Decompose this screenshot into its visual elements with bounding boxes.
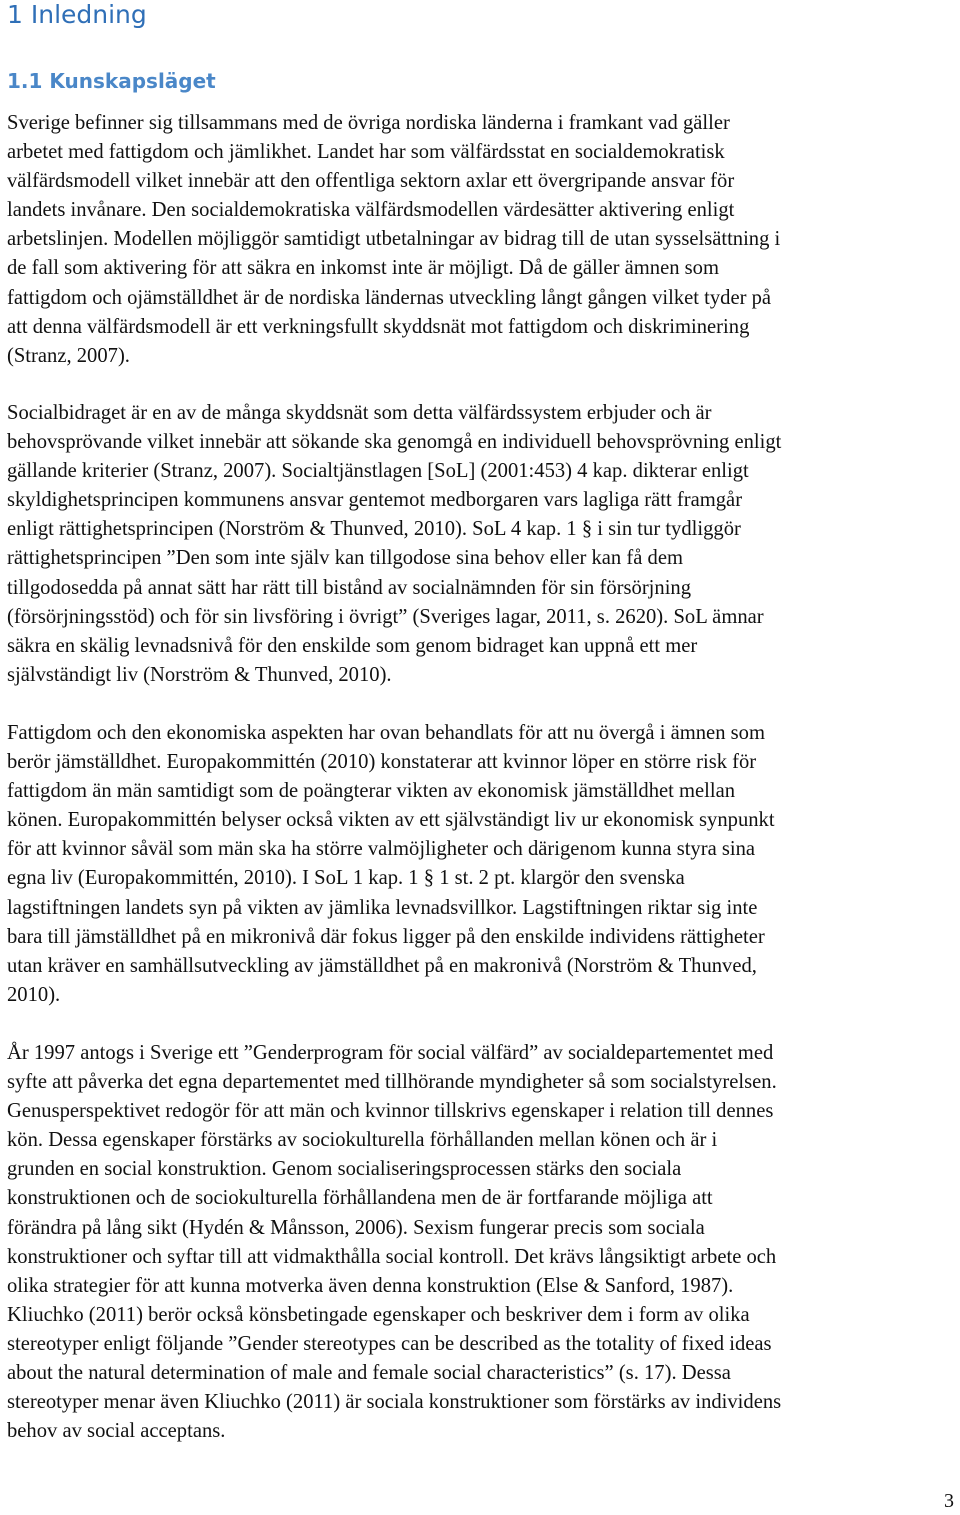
text-line: Socialbidraget är en av de många skyddsnät som detta välfärdssystem erbjuder och är xyxy=(7,402,712,424)
paragraph-1 xyxy=(7,109,780,371)
text-line: egna liv (Europakommittén, 2010). I SoL 1 kap. 1 § 1 st. 2 pt. klargör den svenska xyxy=(7,867,685,890)
text-line: syfte att påverka det egna departementet med tillhörande myndigheter så som socialstyrelsen. xyxy=(7,1071,777,1094)
paragraph-2 xyxy=(7,399,781,690)
text-line: berör jämställdhet. Europakommittén (2010) konstaterar att kvinnor löper en större risk för xyxy=(7,751,757,774)
text-line: kön. Dessa egenskaper förstärks av sociokulturella förhållanden mellan könen och är i xyxy=(7,1129,718,1152)
text-line: enligt rättighetsprincipen (Norström & Thunved, 2010). SoL 4 kap. 1 § i sin tur tydliggör xyxy=(7,518,741,541)
text-line: stereotyper menar även Kliuchko (2011) är sociala konstruktioner som förstärks av individens xyxy=(7,1391,782,1414)
text-line: rättighetsprincipen ”Den som inte själv kan tillgodose sina behov eller kan få dem xyxy=(7,547,683,570)
text-line: landets invånare. Den socialdemokratiska välfärdsmodellen värdesätter aktivering enligt xyxy=(7,199,735,222)
text-line: Kliuchko (2011) berör också könsbetingade egenskaper och beskriver dem i form av olika xyxy=(7,1303,750,1326)
text-line: (Stranz, 2007). xyxy=(7,344,130,367)
text-line: förändra på lång sikt (Hydén & Månsson, 2006). Sexism fungerar precis som sociala xyxy=(7,1216,705,1239)
paragraph-3 xyxy=(7,719,775,1010)
text-line: självständigt liv (Norström & Thunved, 2010). xyxy=(7,663,392,686)
paragraph-4 xyxy=(7,1039,781,1446)
text-line: välfärdsmodell vilket innebär att den offentliga sektorn axlar ett övergripande ansvar för xyxy=(7,170,735,193)
page-number: 3 xyxy=(944,1490,954,1512)
text-line: tillgodosedda på annat sätt har rätt till bistånd av socialnämnden för sin försörjning xyxy=(7,576,692,599)
text-line: olika strategier för att kunna motverka även denna konstruktion (Else & Sanford, 1987). xyxy=(7,1274,734,1297)
text-line: gällande kriterier (Stranz, 2007). Socialtjänstlagen [SoL] (2001:453) 4 kap. dikterar enligt xyxy=(7,460,749,483)
text-line: Sverige befinner sig tillsammans med de övriga nordiska länderna i framkant vad gäller xyxy=(7,112,730,134)
text-line: about the natural determination of male and female social characteristics” (s. 17). Dessa xyxy=(7,1362,731,1385)
text-line: År 1997 antogs i Sverige ett ”Genderprogram för social välfärd” av socialdepartementet med xyxy=(7,1042,774,1064)
text-line: grunden en social konstruktion. Genom socialiseringsprocessen stärks den sociala xyxy=(7,1158,682,1181)
heading-kunskapslaget: 1.1 Kunskapsläget xyxy=(7,69,216,93)
text-line: säkra en skälig levnadsnivå för den enskilde som genom bidraget kan uppnå ett mer xyxy=(7,634,698,657)
text-line: 2010). xyxy=(7,983,61,1006)
text-line: behov av social acceptans. xyxy=(7,1420,226,1443)
text-line: könen. Europakommittén belyser också vikten av ett självständigt liv ur ekonomisk synpunkt xyxy=(7,809,775,832)
heading-inledning: 1 Inledning xyxy=(7,0,147,29)
text-line: Fattigdom och den ekonomiska aspekten har ovan behandlats för att nu övergå i ämnen som xyxy=(7,722,765,744)
text-line: lagstiftningen landets syn på vikten av jämlika levnadsvillkor. Lagstiftningen riktar sig inte xyxy=(7,896,758,919)
text-line: Genusperspektivet redogör för att män och kvinnor tillskrivs egenskaper i relation till dennes xyxy=(7,1100,774,1123)
text-line: att denna välfärdsmodell är ett verkningsfullt skyddsnät mot fattigdom och diskriminering xyxy=(7,315,750,338)
text-line: stereotyper enligt följande ”Gender stereotypes can be described as the totality of fixed ideas xyxy=(7,1332,772,1355)
text-line: behovsprövande vilket innebär att sökande ska genomgå en individuell behovsprövning enligt xyxy=(7,431,782,454)
text-line: (försörjningsstöd) och för sin livsföring i övrigt” (Sveriges lagar, 2011, s. 2620). SoL ämnar xyxy=(7,605,764,628)
text-line: fattigdom och ojämställdhet är de nordiska ländernas utveckling långt gången vilket tyder på xyxy=(7,286,772,309)
text-line: arbetet med fattigdom och jämlikhet. Landet har som välfärdsstat en socialdemokratisk xyxy=(7,141,725,164)
text-line: de fall som aktivering för att säkra en inkomst inte är möjligt. Då de gäller ämnen som xyxy=(7,257,720,280)
text-line: skyldighetsprincipen kommunens ansvar gentemot medborgaren vars lagliga rätt framgår xyxy=(7,489,743,512)
text-line: konstruktioner och syftar till att vidmakthålla social kontroll. Det krävs långsiktigt arbete och xyxy=(7,1245,777,1268)
text-line: arbetslinjen. Modellen möjliggör samtidigt utbetalningar av bidrag till de utan sysselsättning i xyxy=(7,228,781,251)
text-line: utan kräver en samhällsutveckling av jämställdhet på en makronivå (Norström & Thunved, xyxy=(7,954,757,977)
text-line: fattigdom än män samtidigt som de poängterar vikten av ekonomisk jämställdhet mellan xyxy=(7,780,736,803)
text-line: bara till jämställdhet på en mikronivå där fokus ligger på den enskilde individens rättigheter xyxy=(7,925,765,948)
text-line: för att kvinnor såväl som män ska ha större valmöjligheter och därigenom kunna styra sina xyxy=(7,838,756,861)
text-line: konstruktionen och de sociokulturella förhållandena men de är fortfarande möjliga att xyxy=(7,1187,713,1210)
